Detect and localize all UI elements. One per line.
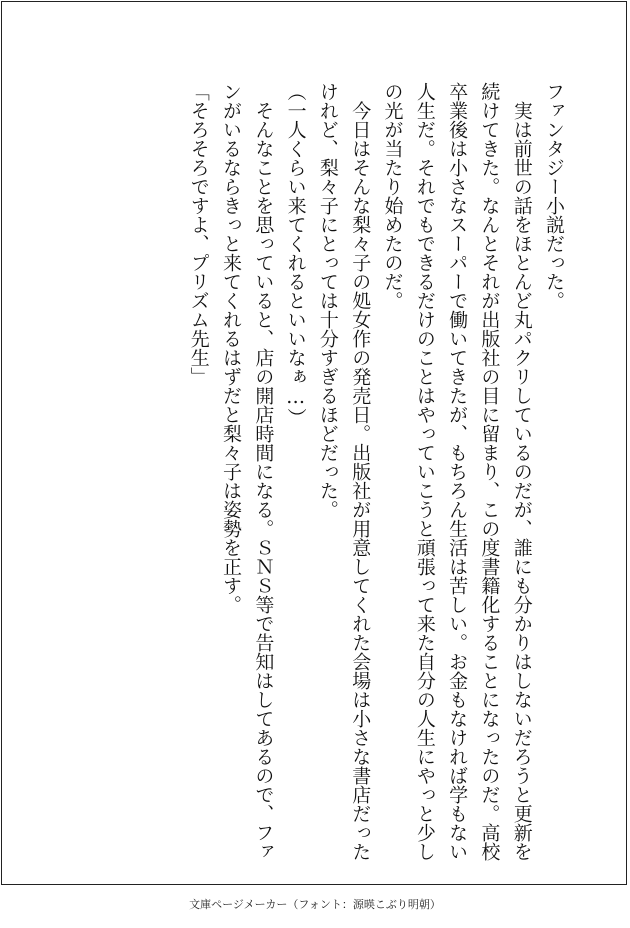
- paragraph-5: そんなことを思っていると、店の開店時間になる。ＳＮＳ等で告知はしてあるので、ファンがいるならきっと来てくれるはずだと梨々子は姿勢を正す。: [220, 82, 275, 861]
- page-frame: [1, 1, 627, 885]
- paragraph-4: （一人くらい来てくれるといいなぁ…）: [284, 82, 307, 427]
- paragraph-6: 「そろそろですよ、プリズム先生」: [187, 82, 210, 386]
- paragraph-3: 今日はそんな梨々子の処女作の発売日。出版社が用意してくれた会場は小さな書店だったけれど、梨々子にとっては十分すぎるほどだった。: [316, 82, 372, 861]
- novel-body-text: [90, 82, 570, 862]
- paragraph-2: 実は前世の話をほとんど丸パクリしているのだが、誰にも分かりはしないだろうと更新を続けてきた。なんとそれが出版社の目に留まり、この度書籍化することになったのだ。高校卒業後は小さなスーパーで働いてきたが、もちろん生活は苦しい。お金もなければ学もない人生だ。それでもできるだけのことはやっていこうと頑張って来た自分の人生にやっと少しの光が当たり始めたのだ。: [381, 82, 533, 861]
- paragraph-1: ファンタジー小説だった。: [543, 82, 565, 310]
- footer-caption: 文庫ページメーカー（フォント：源暎こぶり明朝）: [189, 898, 441, 911]
